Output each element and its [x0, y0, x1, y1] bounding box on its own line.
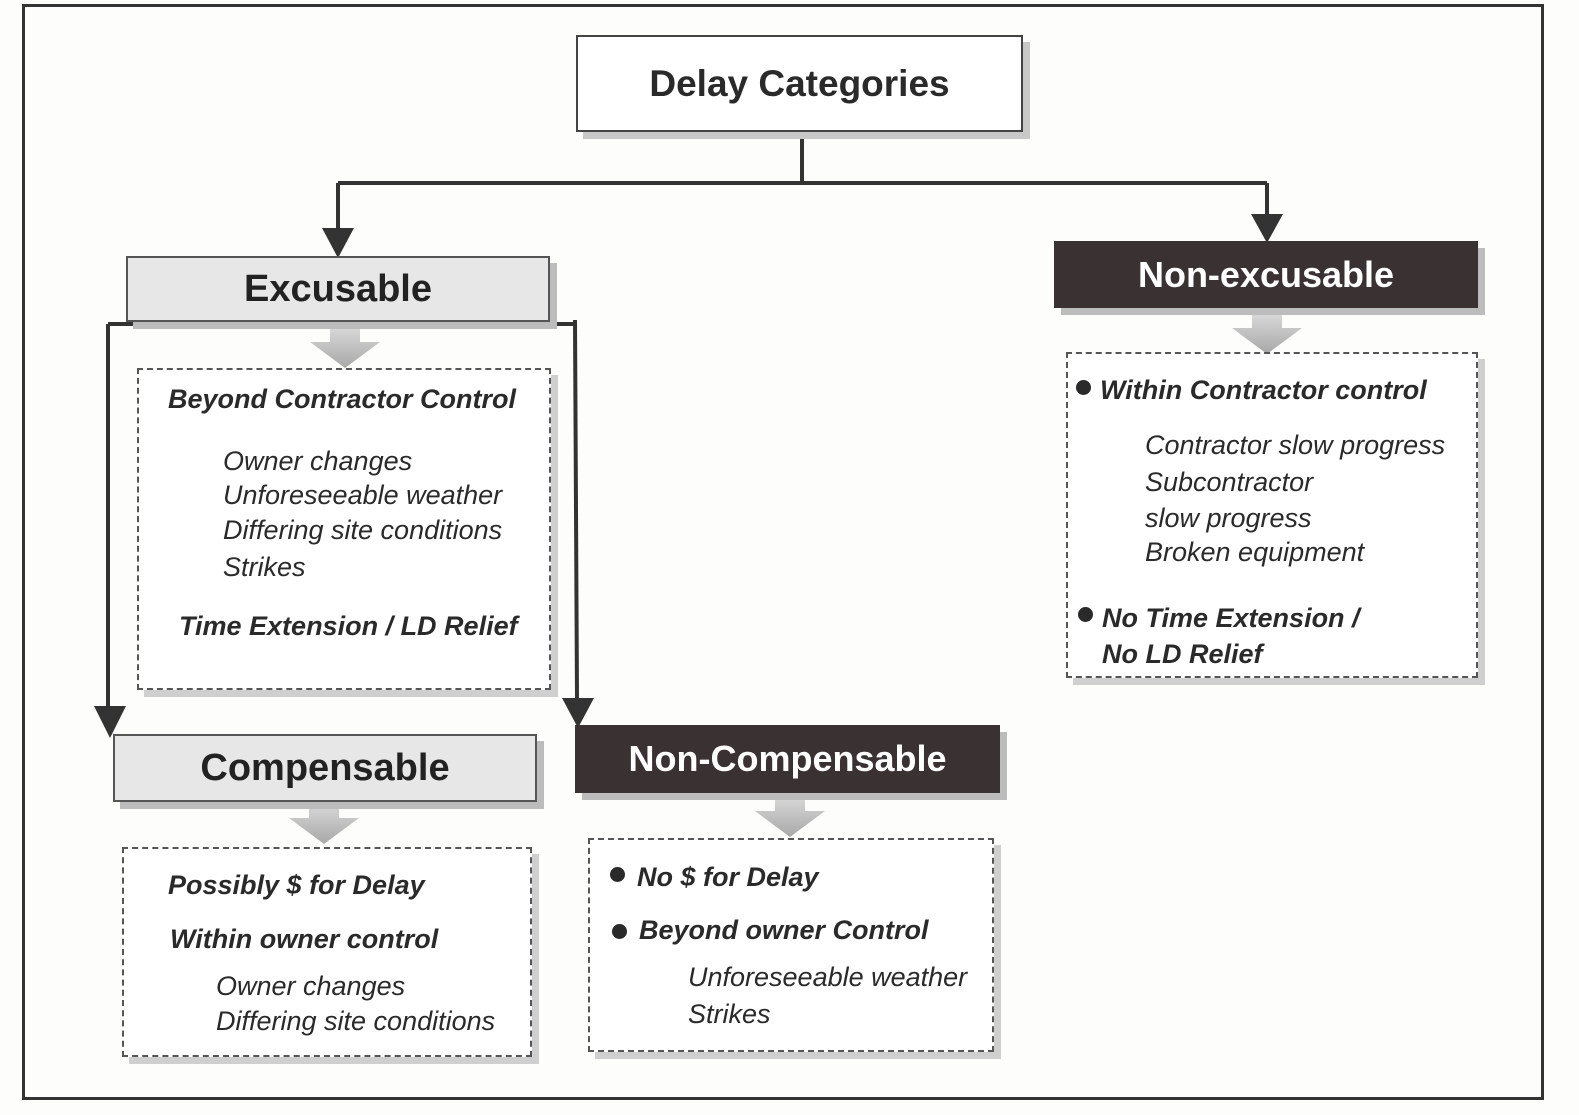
non-excusable-label: Non-excusable: [1137, 253, 1395, 295]
non-excusable-heading: Within Contractor control: [1100, 375, 1427, 405]
excusable-item: Differing site conditions: [223, 515, 503, 545]
non-excusable-result-line1: No Time Extension /: [1102, 603, 1360, 633]
non-compensable-header: [575, 725, 1000, 793]
excusable-label: Excusable: [244, 267, 432, 310]
arrow-to-non-excusable: [1251, 214, 1283, 243]
non-excusable-item: slow progress: [1145, 503, 1312, 533]
excusable-item: Strikes: [223, 552, 306, 582]
arrow-to-excusable: [322, 228, 354, 258]
non-excusable-item: Contractor slow progress: [1145, 430, 1446, 460]
shaded-arrow-non-compensable: [755, 797, 825, 837]
excusable-header: [126, 256, 550, 322]
bullet-icon: [610, 867, 625, 882]
non-excusable-header: [1054, 241, 1478, 308]
bullet-icon: [1076, 380, 1091, 395]
non-excusable-item: Subcontractor: [1145, 467, 1314, 497]
excusable-heading: Beyond Contractor Control: [168, 384, 516, 414]
shaded-arrow-non-excusable: [1232, 314, 1302, 354]
compensable-item: Owner changes: [216, 971, 406, 1001]
non-compensable-subheading: Beyond owner Control: [639, 915, 929, 945]
compensable-heading: Possibly $ for Delay: [168, 870, 425, 900]
shaded-arrow-compensable: [289, 804, 359, 844]
compensable-item: Differing site conditions: [216, 1006, 496, 1036]
root-label: Delay Categories: [649, 62, 950, 104]
non-excusable-item: Broken equipment: [1145, 537, 1365, 567]
non-compensable-heading: No $ for Delay: [637, 862, 819, 892]
bullet-icon: [612, 924, 627, 939]
compensable-header: [113, 734, 537, 802]
non-compensable-item: Unforeseeable weather: [688, 962, 968, 992]
excusable-item: Owner changes: [223, 446, 413, 476]
compensable-label: Compensable: [200, 746, 450, 789]
root-node: [576, 35, 1023, 132]
bullet-icon: [1078, 607, 1093, 622]
non-compensable-item: Strikes: [688, 999, 771, 1029]
compensable-subheading: Within owner control: [170, 924, 439, 954]
arrow-to-non-compensable: [562, 698, 594, 728]
non-compensable-label: Non-Compensable: [628, 738, 947, 779]
non-excusable-result-line2: No LD Relief: [1102, 639, 1263, 669]
shaded-arrow-excusable: [310, 328, 380, 368]
excusable-item: Unforeseeable weather: [223, 480, 503, 510]
excusable-result: Time Extension / LD Relief: [179, 611, 518, 641]
